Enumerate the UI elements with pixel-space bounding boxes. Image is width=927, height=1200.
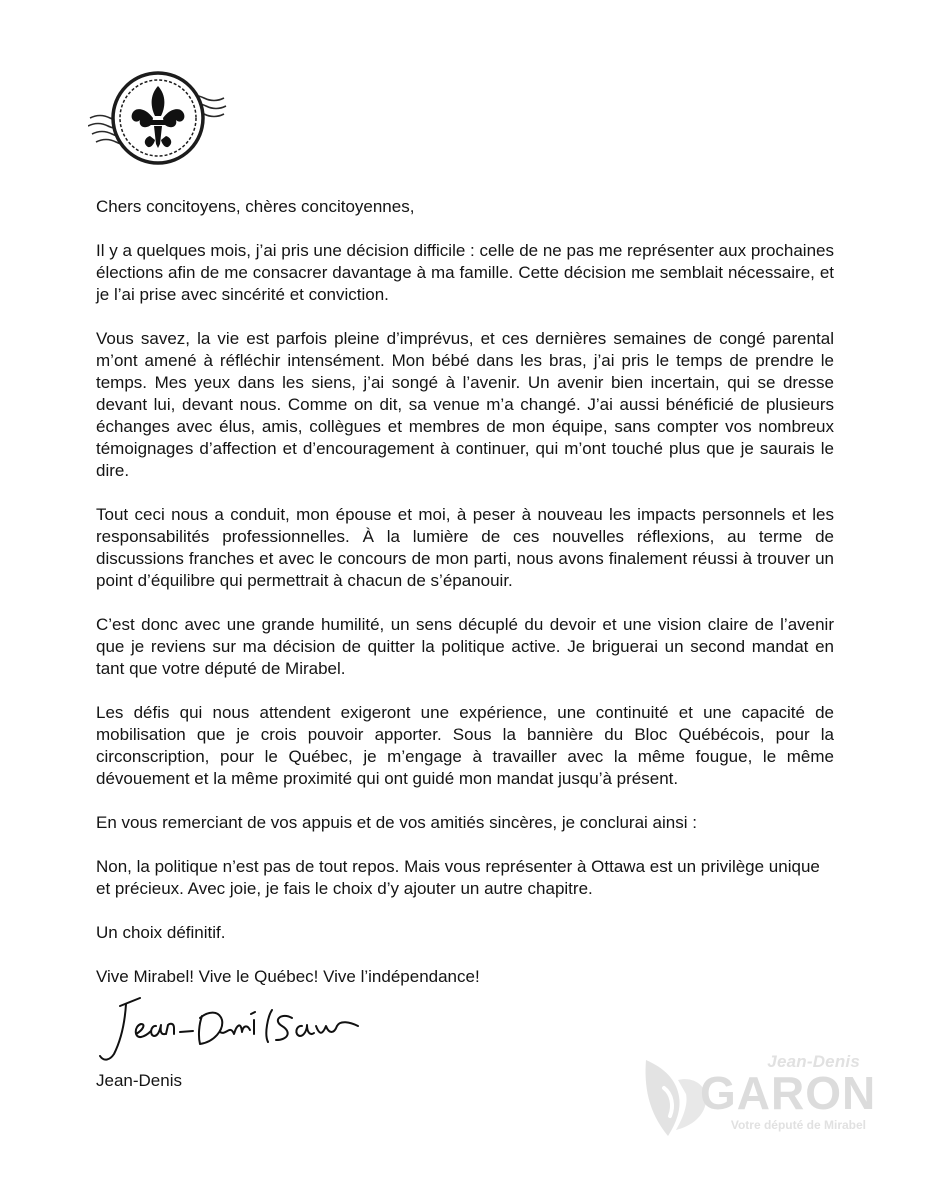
watermark-tagline: Votre député de Mirabel (730, 1118, 866, 1132)
paragraph-second-mandate: C’est donc avec une grande humilité, un sens décuplé du devoir et une vision claire de l’avenir que je reviens sur ma décision de quitter la politique active. Je briguerai un second mandat en tant que votre député de Mirabel. (96, 615, 834, 678)
letter-body (96, 196, 834, 1010)
party-watermark (638, 1046, 877, 1146)
watermark-first-name: Jean-Denis (767, 1052, 860, 1071)
watermark-last-name: GARON (700, 1067, 877, 1119)
paragraph-thanks: En vous remerciant de vos appuis et de vos amitiés sincères, je conclurai ainsi : (96, 813, 697, 832)
handwritten-signature (96, 990, 366, 1070)
paragraph-reflection: Tout ceci nous a conduit, mon épouse et moi, à peser à nouveau les impacts personnels et les responsabilités professionnelles. À la lumière de ces nouvelles réflexions, au terme de discussions franches et avec le concours de mon parti, nous avons finalement réussi à trouver un point d’équilibre qui permettrait à chacun de s’épanouir. (96, 505, 834, 590)
paragraph-challenges: Les défis qui nous attendent exigeront une expérience, une continuité et une capacité de mobilisation que je crois pouvoir apporter. Sous la bannière du Bloc Québécois, pour la circonscription, pour le Québec, je m’engage à travailler avec la même fougue, le même dévouement et la même proximité qui ont guidé mon mandat jusqu’à présent. (96, 703, 834, 788)
paragraph-final-choice: Un choix définitif. (96, 923, 226, 942)
paragraph-decision: Il y a quelques mois, j’ai pris une décision difficile : celle de ne pas me représenter aux prochaines élections afin de me consacrer davantage à ma famille. Cette décision me semblait nécessaire, et je l’ai prise avec sincérité et conviction. (96, 241, 834, 304)
fleur-de-lis-icon (88, 64, 228, 172)
paragraph-closing-cheers: Vive Mirabel! Vive le Québec! Vive l’indépendance! (96, 967, 480, 986)
salutation: Chers concitoyens, chères concitoyennes, (96, 197, 415, 216)
signer-name: Jean-Denis (96, 1071, 182, 1090)
paragraph-parental-leave: Vous savez, la vie est parfois pleine d’imprévus, et ces dernières semaines de congé parental m’ont amené à réfléchir intensément. Mon bébé dans les bras, j’ai pris le temps de prendre le temps. Mes yeux dans les siens, j’ai songé à l’avenir. Un avenir bien incertain, qui se dresse devant lui, devant nous. Comme on dit, sa venue m’a changé. J’ai aussi bénéficié de plusieurs échanges avec élus, amis, collègues et membres de mon équipe, sans compter vos nombreux témoignages d’affection et d’encouragement à continuer, qui m’ont touché plus que je saurais le dire. (96, 329, 834, 480)
paragraph-privilege: Non, la politique n’est pas de tout repos. Mais vous représenter à Ottawa est un privilège unique et précieux. Avec joie, je fais le choix d’y ajouter un autre chapitre. (96, 857, 820, 898)
